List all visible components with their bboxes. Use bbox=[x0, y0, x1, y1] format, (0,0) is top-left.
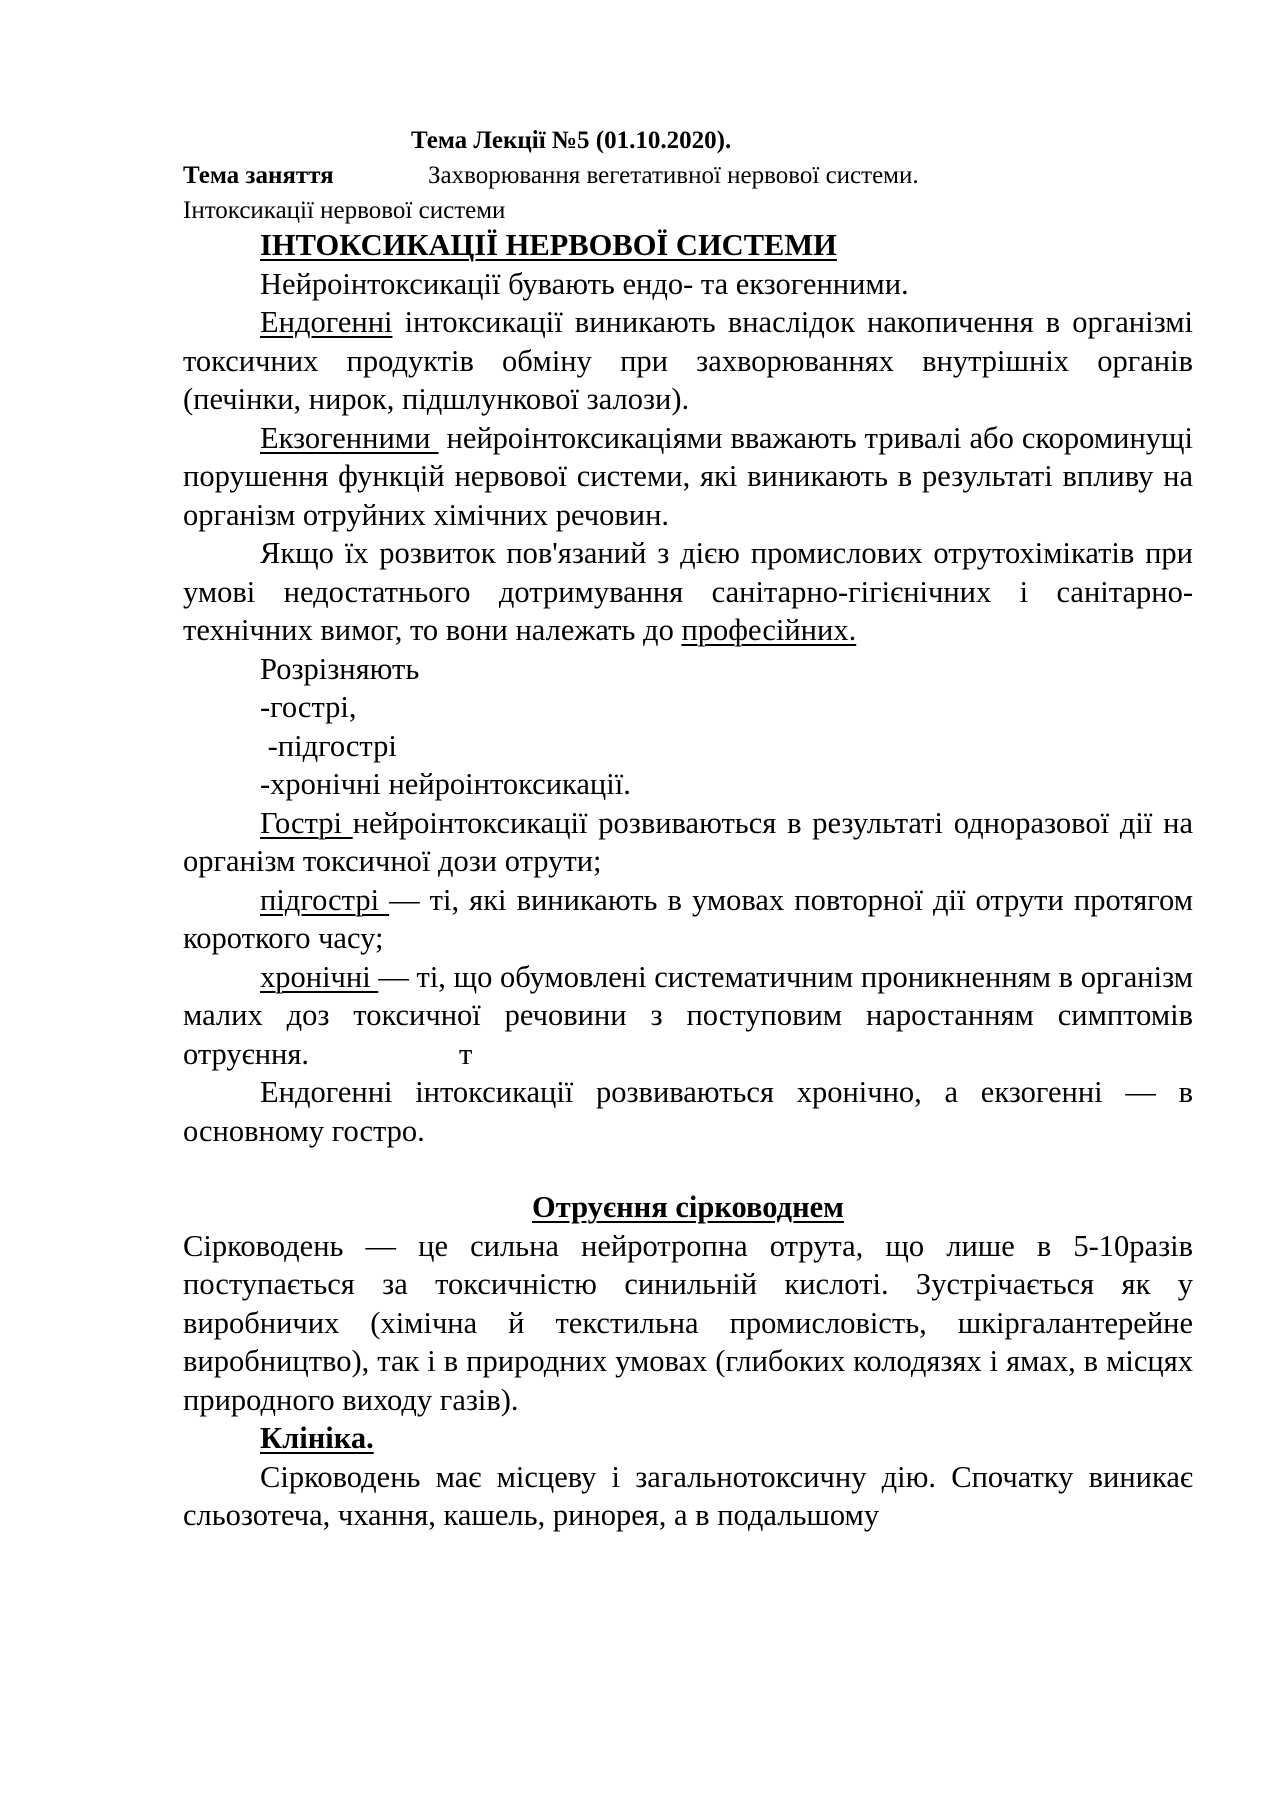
section-title-text: ІНТОКСИКАЦІЇ НЕРВОВОЇ СИСТЕМИ bbox=[260, 228, 837, 262]
paragraph-acute bbox=[183, 804, 1193, 881]
list-item: -гострі, bbox=[260, 690, 357, 724]
paragraph: Сірководень — це сильна нейротропна отрута, що лише в 5-10разів поступається за токсичністю синильній кислоті. Зустрічається як у виробничих (хімічна й текстильна промисловість, шкіргалантерейне виробництво), так і в природних умовах (глибоких колодязях і ямах, в місцях природного виходу газів). bbox=[183, 1228, 1193, 1417]
term-chronic: хронічні bbox=[260, 959, 379, 994]
paragraph-text: Якщо їх розвиток пов'язаний з дією промислових отрутохімікатів при умові недостатнього дотримування санітарно-гігієнічних і санітарно-технічних вимог, то вони належать до bbox=[183, 536, 1193, 647]
clinic-heading bbox=[183, 1419, 1193, 1458]
term-exogenous: Екзогенними bbox=[260, 420, 439, 455]
paragraph-text: нейроінтоксикації розвиваються в результаті одноразової дії на організм токсичної дози отрути; bbox=[183, 805, 1193, 878]
section-title-hydrogen-sulfide bbox=[183, 1188, 1193, 1227]
paragraph-text: — ті, які виникають в умовах повторної дії отрути протягом короткого часу; bbox=[183, 882, 1193, 955]
lecture-title: Тема Лекції №5 (01.10.2020). bbox=[411, 127, 732, 154]
list-item: -хронічні нейроінтоксикації. bbox=[260, 767, 631, 801]
clinic-heading-text: Клініка. bbox=[260, 1421, 374, 1455]
list-intro: Розрізняють bbox=[260, 651, 420, 686]
paragraph: Нейроінтоксикації бувають ендо- та екзогенними. bbox=[260, 266, 909, 301]
term-professional: професійних. bbox=[681, 613, 857, 647]
section-title-text: Отруєння сірководнем bbox=[532, 1190, 844, 1224]
stray-character: т bbox=[459, 1036, 473, 1071]
document-body bbox=[183, 226, 1193, 1535]
paragraph-text: інтоксикації виникають внаслідок накопичення в організмі токсичних продуктів обміну при захворюваннях внутрішніх органів (печінки, нирок, підшлункової залози). bbox=[183, 305, 1193, 416]
section-title-intoxication bbox=[183, 226, 1193, 265]
topic-text: Захворювання вегетативної нервової системи. bbox=[428, 162, 919, 189]
paragraph-text: — ті, що обумовлені систематичним проникненням в організм малих доз токсичної речовини з поступовим наростанням симптомів отруєння. bbox=[183, 959, 1193, 1071]
paragraph-endogenous bbox=[183, 303, 1193, 419]
term-endogenous: Ендогенні bbox=[260, 305, 393, 339]
paragraph: Сірководень має місцеву і загальнотоксичну дію. Спочатку виникає сльозотеча, чхання, кашель, ринорея, а в подальшому bbox=[183, 1459, 1193, 1532]
paragraph-chronic bbox=[183, 958, 1193, 1074]
topic-label: Тема заняття bbox=[183, 162, 334, 189]
topic-continuation: Інтоксикації нервової системи bbox=[183, 197, 506, 224]
list-item: -підгострі bbox=[260, 728, 397, 763]
blank-line bbox=[183, 1150, 1193, 1188]
paragraph-subacute bbox=[183, 881, 1193, 958]
paragraph-exogenous bbox=[183, 419, 1193, 535]
paragraph-text: нейроінтоксикаціями вважають тривалі або скороминущі порушення функцій нервової системи, які виникають в результаті впливу на організм отруйних хімічних речовин. bbox=[183, 420, 1193, 532]
paragraph: Ендогенні інтоксикації розвиваються хронічно, а екзогенні — в основному гостро. bbox=[183, 1075, 1193, 1148]
term-acute: Гострі bbox=[260, 805, 353, 840]
paragraph-professional bbox=[183, 534, 1193, 650]
term-subacute: підгострі bbox=[260, 882, 390, 917]
